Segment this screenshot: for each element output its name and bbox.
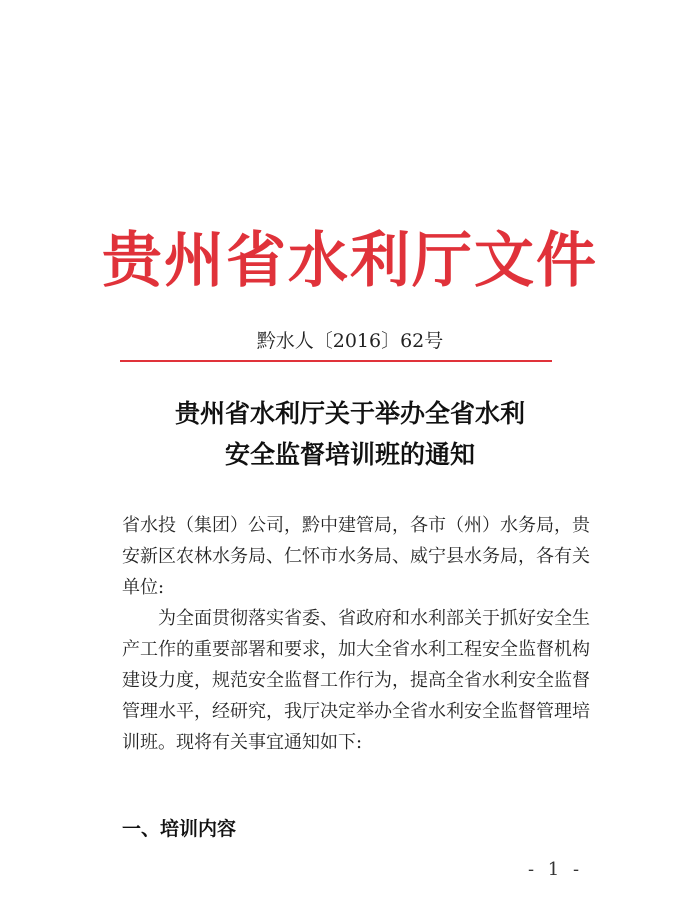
body-line-1: 为全面贯彻落实省委、省政府和水利部关于抓好安全生 xyxy=(122,608,590,629)
document-number: 黔水人〔2016〕62号 xyxy=(256,330,444,352)
document-body xyxy=(122,510,590,758)
notice-title xyxy=(0,393,700,475)
body-line-3: 建设力度，规范安全监督工作行为，提高全省水利安全监督 xyxy=(122,670,590,691)
recipients-line-2: 安新区农林水务局、仁怀市水务局、威宁县水务局，各有关 xyxy=(122,546,590,567)
recipients-line-1: 省水投（集团）公司，黔中建管局，各市（州）水务局，贵 xyxy=(122,515,590,536)
body-line-2: 产工作的重要部署和要求，加大全省水利工程安全监督机构 xyxy=(122,639,590,660)
red-divider xyxy=(120,360,552,362)
body-line-4: 管理水平，经研究，我厅决定举办全省水利安全监督管理培 xyxy=(122,701,590,722)
section-heading-1: 一、培训内容 xyxy=(122,818,237,840)
notice-title-line-1: 贵州省水利厅关于举办全省水利 xyxy=(174,399,525,428)
body-line-5: 训班。现将有关事宜通知如下: xyxy=(122,732,363,753)
page-number: - 1 - xyxy=(528,859,584,880)
notice-title-line-2: 安全监督培训班的通知 xyxy=(224,440,475,469)
document-banner: 贵州省水利厅文件 xyxy=(102,226,598,296)
recipients-line-3: 单位: xyxy=(122,577,165,598)
